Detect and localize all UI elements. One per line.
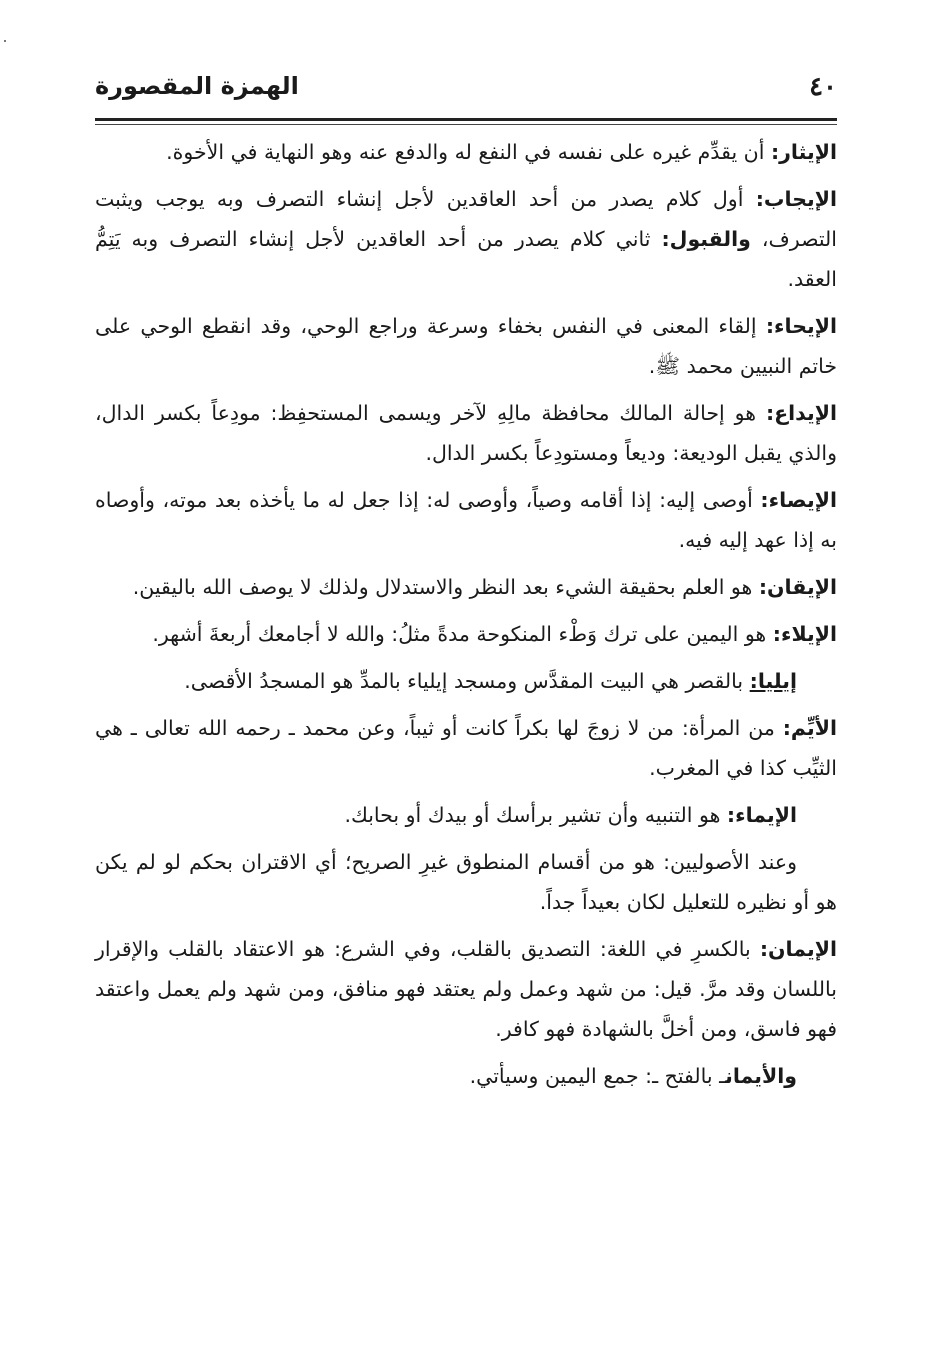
entry-term: الإيداع:	[765, 401, 837, 425]
entry-idaa	[95, 393, 837, 473]
entry-term: الإيلاء:	[772, 622, 837, 646]
entry-ijab	[95, 179, 837, 299]
entry-isaa	[95, 480, 837, 560]
entry-definition: هو اليمين على ترك وَطْء المنكوحة مدةً مثلُ: والله لا أجامعك أربعةَ أشهر.	[152, 622, 773, 646]
entry-definition: وعند الأصوليين: هو من أقسام المنطوق غيرِ الصريح؛ أي الاقتران بحكم لو لم يكن هو أو نظيره للتعليل لكان بعيداً جداً.	[95, 850, 837, 914]
entry-definition: هو التنبيه وأن تشير برأسك أو بيدك أو بحابك.	[344, 803, 727, 827]
entry-imaa	[95, 795, 837, 835]
entry-iman	[95, 929, 837, 1049]
dictionary-entries	[95, 132, 837, 1103]
running-title: الهمزة المقصورة	[95, 72, 299, 100]
entry-definition: أن يقدِّم غيره على نفسه في النفع له والدفع عنه وهو النهاية في الأخوة.	[166, 140, 771, 164]
entry-term: الإيحاء:	[765, 314, 837, 338]
entry-definition: من المرأة: من لا زوجَ لها بكراً كانت أو ثيباً، وعن محمد ـ رحمه الله تعالى ـ هي الثيِّب كذا في المغرب.	[95, 716, 837, 780]
entry-ihaa	[95, 306, 837, 386]
entry-definition: هو العلم بحقيقة الشيء بعد النظر والاستدلال ولذلك لا يوصف الله باليقين.	[132, 575, 759, 599]
entry-definition: ثاني كلام يصدر من أحد العاقدين لأجل إنشاء التصرف وبه يَتِمُّ العقد.	[95, 227, 837, 291]
entry-definition: بالقصر هي البيت المقدَّس ومسجد إيلياء بالمدِّ هو المسجدُ الأقصى.	[184, 669, 750, 693]
entry-term: الإيجاب:	[755, 187, 837, 211]
entry-term: الإيماء:	[726, 803, 797, 827]
entry-ilaa	[95, 614, 837, 654]
entry-imaa-usul	[95, 842, 837, 922]
entry-definition: بالكسرِ في اللغة: التصديق بالقلب، وفي الشرع: هو الاعتقاد بالقلب والإقرار باللسان وقد مرَّ. قيل: من شهد وعمل ولم يعتقد فهو منافق، ومن شهد ولم يعمل واعتقد فهو فاسق، ومن أخلَّ بالشهادة فهو كافر.	[95, 937, 837, 1041]
entry-definition: هو إحالة المالك محافظة مالِهِ لآخر ويسمى المستحفِظ: مودِعاً بكسر الدال، والذي يقبل الوديعة: وديعاً ومستودِعاً بكسر الدال.	[95, 401, 837, 465]
entry-definition: ـ بالفتح ـ: جمع اليمين وسيأتي.	[469, 1064, 726, 1088]
entry-ayyim	[95, 708, 837, 788]
entry-term: إيليا:	[749, 669, 797, 693]
page-number: ٤٠	[809, 72, 837, 102]
entry-term: الأيِّم:	[782, 716, 837, 740]
entry-term: الإيقان:	[758, 575, 837, 599]
entry-definition: أوصى إليه: إذا أقامه وصياً، وأوصى له: إذا جعل له ما يأخذه بعد موته، وأوصاه به إذا عهد إليه فيه.	[95, 488, 837, 552]
entry-definition: أول كلام يصدر من أحد العاقدين لأجل إنشاء التصرف وبه يوجب ويثبت التصرف،	[95, 187, 837, 251]
entry-term: الإيصاء:	[760, 488, 837, 512]
entry-subterm: والقبول:	[661, 227, 751, 251]
entry-term: الإيمان:	[759, 937, 837, 961]
entry-iliya	[95, 661, 837, 701]
entry-iqan	[95, 567, 837, 607]
entry-ayman	[95, 1056, 837, 1096]
page-header	[95, 70, 837, 110]
entry-term: الإيثار:	[770, 140, 837, 164]
header-rule-thick	[95, 118, 837, 121]
entry-term: والأيمان	[725, 1064, 797, 1088]
entry-ithar	[95, 132, 837, 172]
scan-speck	[4, 40, 6, 42]
entry-definition: إلقاء المعنى في النفس بخفاء وسرعة وراجع الوحي، وقد انقطع الوحي على خاتم النبيين محمد ﷺ.	[95, 314, 837, 378]
header-rule-thin	[95, 124, 837, 125]
